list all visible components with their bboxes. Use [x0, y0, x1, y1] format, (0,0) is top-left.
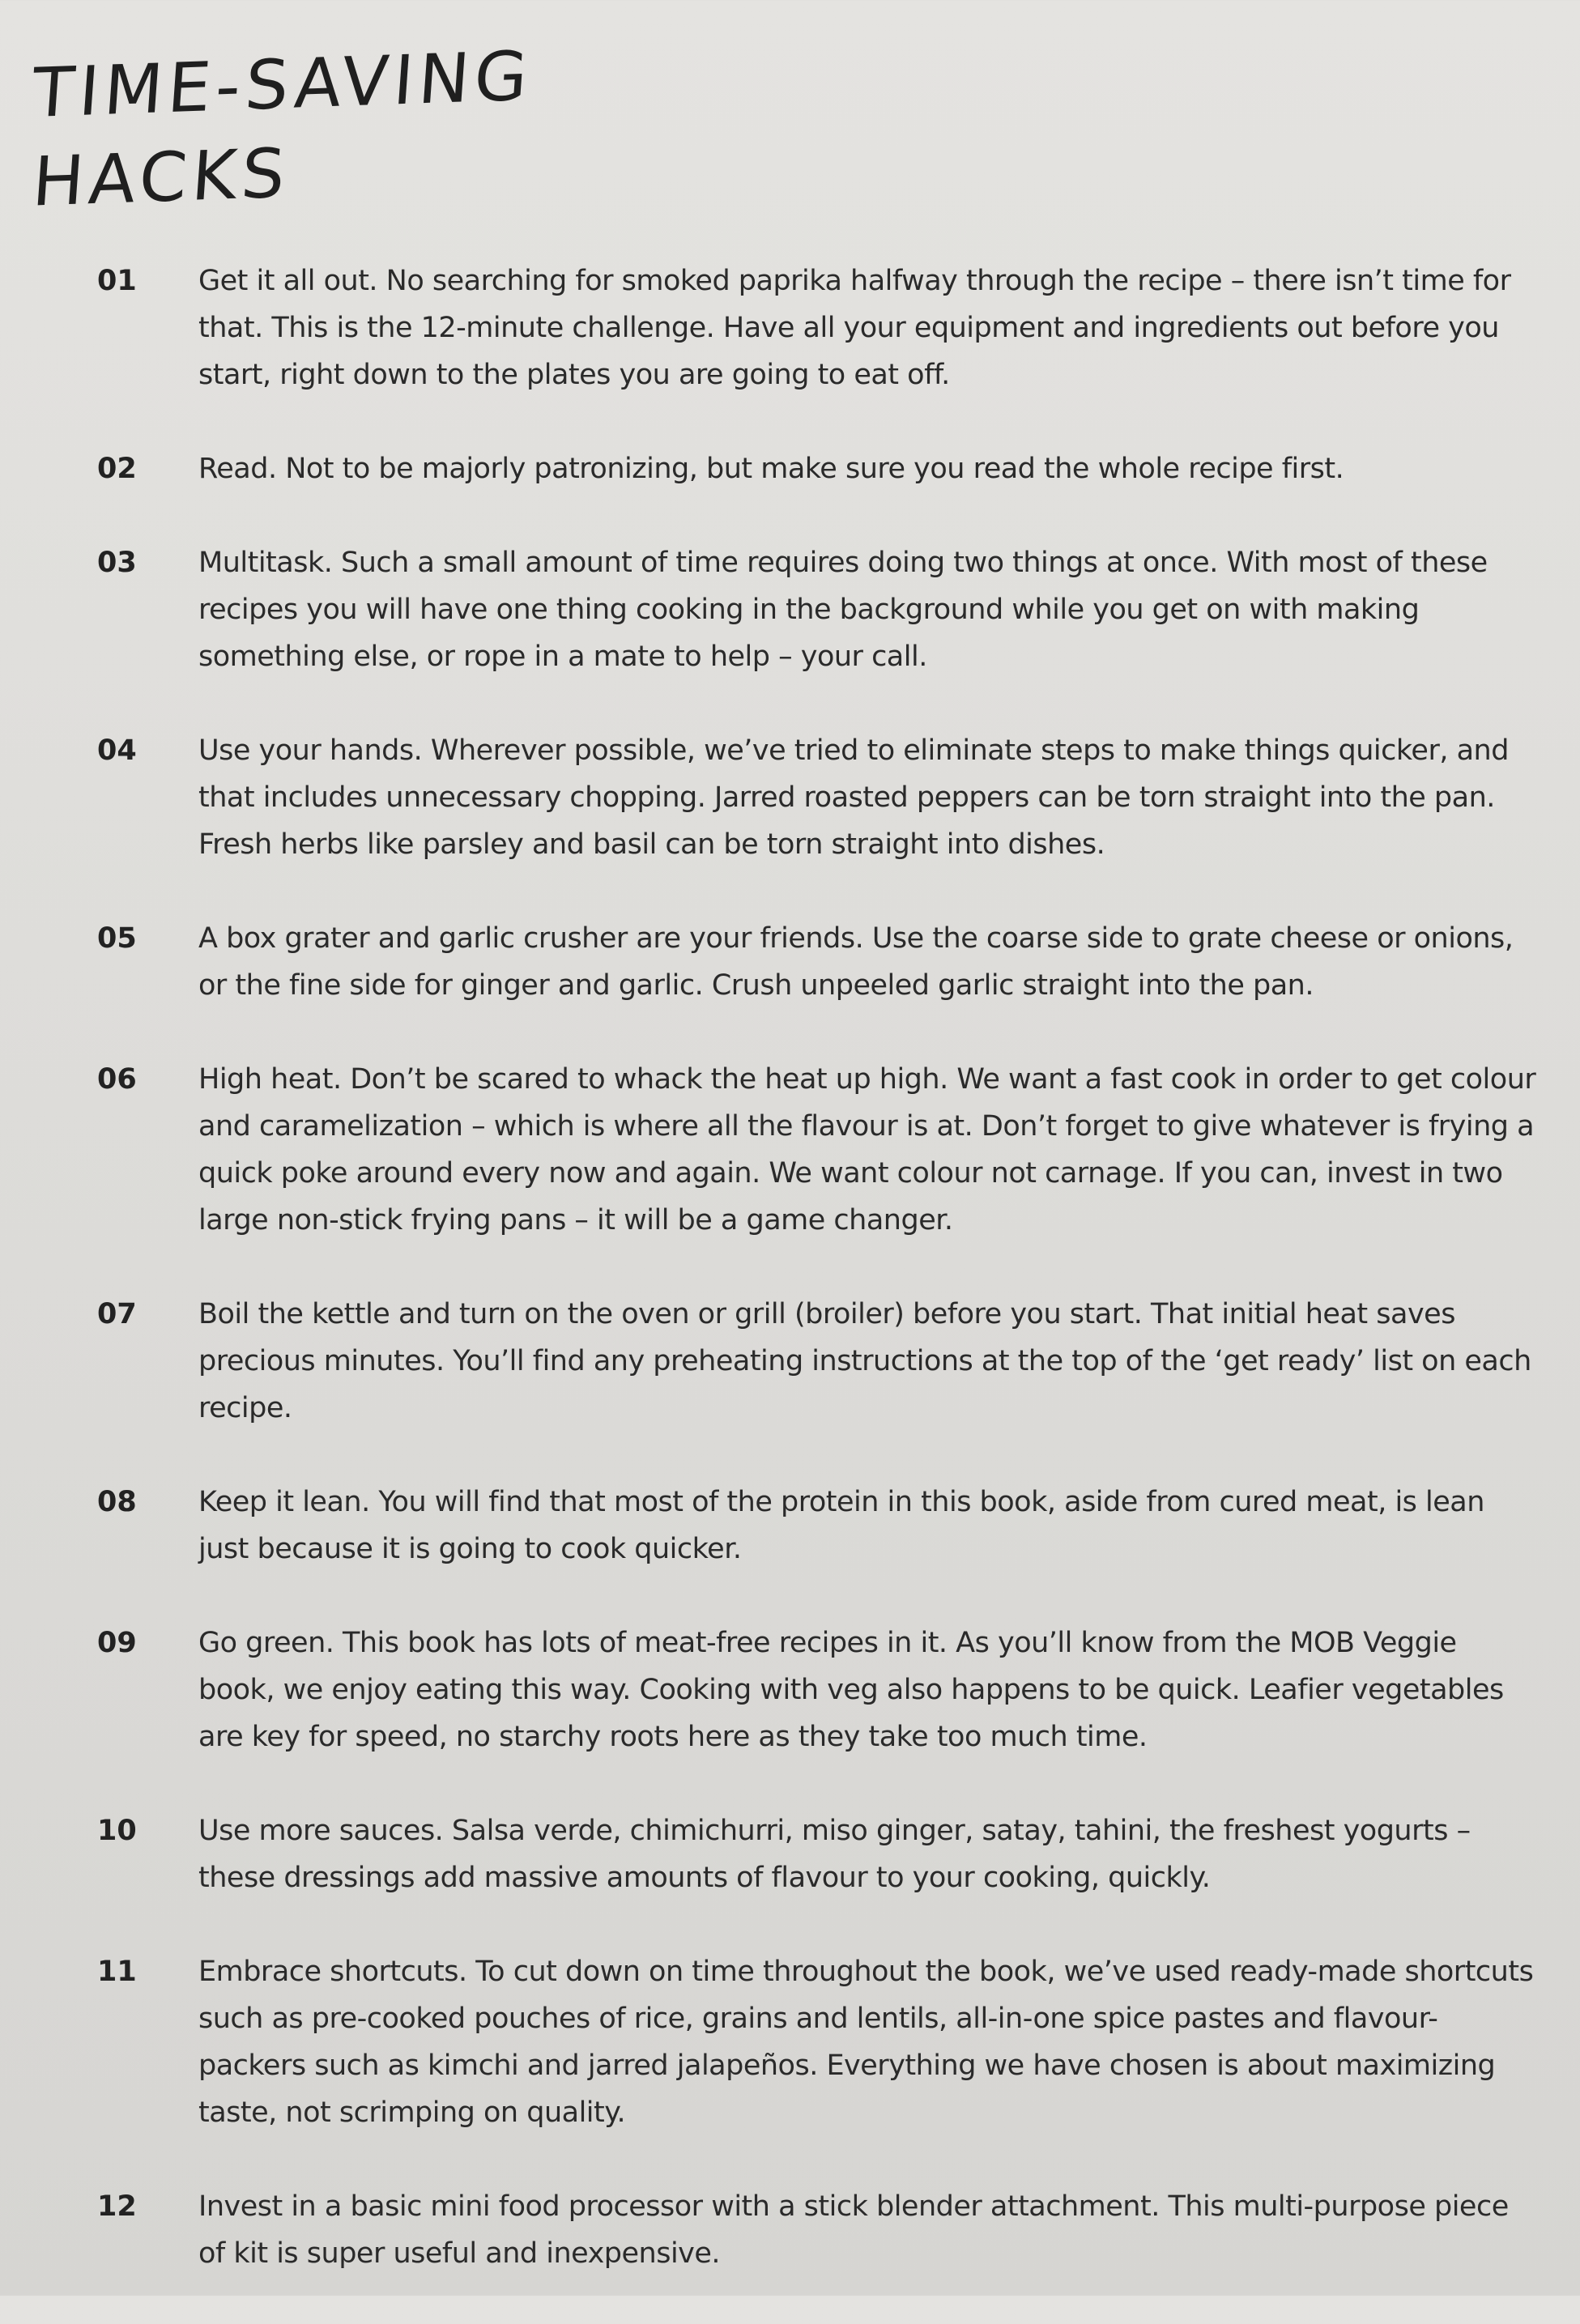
hack-number: 04	[97, 734, 137, 767]
hacks-list	[97, 258, 1539, 2324]
hack-text: Keep it lean. You will find that most of the protein in this book, aside from cured meat, is lean just because it is going to cook quicker.	[198, 1486, 1484, 1565]
hack-number: 11	[97, 1956, 137, 1988]
hack-text: Multitask. Such a small amount of time requires doing two things at once. With most of these recipes you will have one thing cooking in the background while you get on with making something else, or rope in a mate to help – your call.	[198, 547, 1488, 673]
title-line-1: TIME-SAVING	[29, 36, 535, 133]
hack-number: 01	[97, 265, 137, 297]
hack-item-04	[97, 727, 1539, 868]
hack-text: Use more sauces. Salsa verde, chimichurri, miso ginger, satay, tahini, the freshest yogurts – these dressings add massive amounts of flavour to your cooking, quickly.	[198, 1815, 1471, 1894]
hack-item-03	[97, 539, 1539, 680]
hack-item-08	[97, 1479, 1539, 1573]
hack-item-02	[97, 445, 1539, 492]
hack-text: Invest in a basic mini food processor with a stick blender attachment. This multi-purpose piece of kit is super useful and inexpensive.	[198, 2190, 1509, 2270]
hack-text: Read. Not to be majorly patronizing, but make sure you read the whole recipe first.	[198, 453, 1344, 485]
hack-text: A box grater and garlic crusher are your friends. Use the coarse side to grate cheese or onions, or the fine side for ginger and garlic. Crush unpeeled garlic straight into the pan.	[198, 922, 1514, 1002]
hack-text: Go green. This book has lots of meat-free recipes in it. As you’ll know from the MOB Veggie book, we enjoy eating this way. Cooking with veg also happens to be quick. Leafier vegetables are key for speed, no starchy roots here as they take too much time.	[198, 1627, 1504, 1753]
hack-item-05	[97, 915, 1539, 1009]
hack-item-07	[97, 1291, 1539, 1432]
hack-number: 12	[97, 2190, 137, 2223]
hack-number: 09	[97, 1627, 137, 1659]
hack-number: 05	[97, 922, 137, 955]
page-title	[23, 32, 535, 227]
hack-text: Embrace shortcuts. To cut down on time throughout the book, we’ve used ready-made shortcuts such as pre-cooked pouches of rice, grains and lentils, all-in-one spice pastes and flavour-packers such as kimchi and jarred jalapeños. Everything we have chosen is about maximizing taste, not scrimping on quality.	[198, 1956, 1534, 2129]
hack-number: 08	[97, 1486, 137, 1518]
hack-item-11	[97, 1948, 1539, 2136]
hack-item-06	[97, 1056, 1539, 1244]
hack-item-01	[97, 258, 1539, 398]
hack-text: Boil the kettle and turn on the oven or grill (broiler) before you start. That initial heat saves precious minutes. You’ll find any preheating instructions at the top of the ‘get ready’ list on each recipe.	[198, 1298, 1531, 1424]
hack-text: Get it all out. No searching for smoked paprika halfway through the recipe – there isn’t time for that. This is the 12-minute challenge. Have all your equipment and ingredients out before you start, right down to the plates you are going to eat off.	[198, 265, 1511, 391]
hack-number: 07	[97, 1298, 137, 1330]
hack-item-12	[97, 2183, 1539, 2277]
hack-text: Use your hands. Wherever possible, we’ve tried to eliminate steps to make things quicker, and that includes unnecessary chopping. Jarred roasted peppers can be torn straight into the pan. Fresh herbs like parsley and basil can be torn straight into dishes.	[198, 734, 1509, 861]
hack-text: High heat. Don’t be scared to whack the heat up high. We want a fast cook in order to get colour and caramelization – which is where all the flavour is at. Don’t forget to give whatever is frying a quick poke around every now and again. We want colour not carnage. If you can, invest in two large non-stick frying pans – it will be a game changer.	[198, 1063, 1536, 1236]
title-line-2: HACKS	[30, 133, 293, 222]
hack-number: 02	[97, 453, 137, 485]
hack-item-10	[97, 1807, 1539, 1901]
hack-item-09	[97, 1620, 1539, 1760]
hack-number: 06	[97, 1063, 137, 1096]
hack-number: 03	[97, 547, 137, 579]
hack-number: 10	[97, 1815, 137, 1847]
